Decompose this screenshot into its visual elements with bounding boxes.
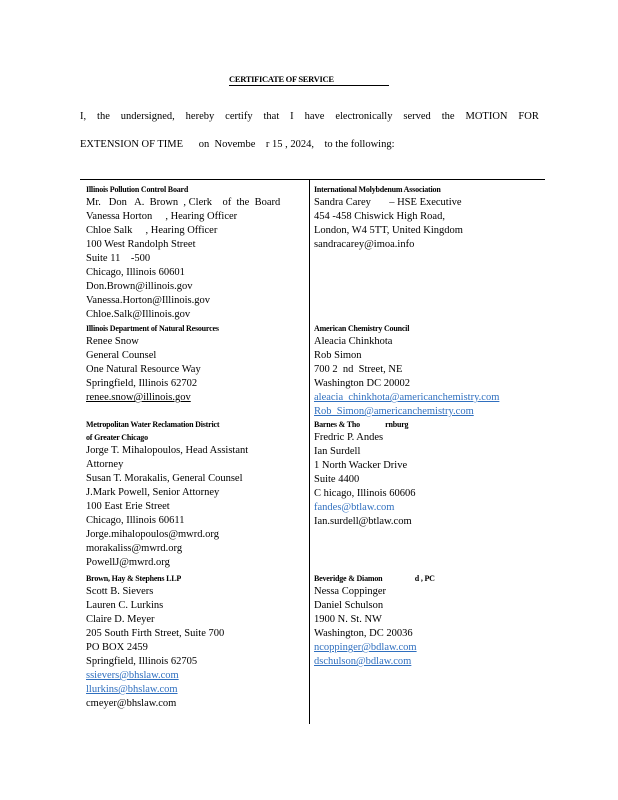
recipient-line: PO BOX 2459 bbox=[86, 642, 148, 653]
table-column-divider bbox=[309, 179, 310, 724]
recipient-line: Claire D. Meyer bbox=[86, 614, 155, 625]
intro-line-1: I, the undersigned, hereby certify that I have electronically served the MOTION FOR bbox=[80, 111, 539, 122]
page-title: CERTIFICATE OF SERVICE bbox=[229, 74, 389, 86]
recipient-email: sandracarey@imoa.info bbox=[314, 239, 415, 250]
recipient-line: Scott B. Sievers bbox=[86, 586, 154, 597]
recipient-cell bbox=[86, 572, 224, 711]
intro-line-2: EXTENSION OF TIME on Novembe r 15 , 2024, to the following: bbox=[80, 139, 395, 150]
recipient-line: 100 West Randolph Street bbox=[86, 239, 196, 250]
recipient-line: Sandra Carey – HSE Executive bbox=[314, 197, 462, 208]
recipient-email-link[interactable]: ncoppinger@bdlaw.com bbox=[314, 642, 417, 653]
recipient-line: Suite 4400 bbox=[314, 474, 360, 485]
recipient-cell bbox=[314, 572, 435, 669]
recipient-email-link[interactable]: aleacia_chinkhota@americanchemistry.com bbox=[314, 392, 500, 403]
recipient-line: Washington, DC 20036 bbox=[314, 628, 413, 639]
recipient-org: Metropolitan Water Reclamation District bbox=[86, 420, 220, 429]
recipient-org: Illinois Pollution Control Board bbox=[86, 185, 189, 194]
recipient-line: Chicago, Illinois 60601 bbox=[86, 267, 185, 278]
recipient-org: Illinois Department of Natural Resources bbox=[86, 324, 219, 333]
recipient-email-link[interactable]: ssievers@bhslaw.com bbox=[86, 670, 179, 681]
recipient-email: cmeyer@bhslaw.com bbox=[86, 698, 177, 709]
recipient-line: General Counsel bbox=[86, 350, 157, 361]
recipient-line: 700 2 nd Street, NE bbox=[314, 364, 403, 375]
recipient-email-link[interactable]: dschulson@bdlaw.com bbox=[314, 656, 412, 667]
recipient-line: Springfield, Illinois 62705 bbox=[86, 656, 198, 667]
recipient-org: Barnes & Tho rnburg bbox=[314, 420, 409, 429]
recipient-cell bbox=[86, 418, 248, 570]
recipient-cell bbox=[314, 322, 528, 419]
recipient-line: 205 South Firth Street, Suite 700 bbox=[86, 628, 225, 639]
recipient-cell bbox=[314, 418, 416, 529]
recipient-email-link[interactable]: Rob_Simon@americanchemistry.com bbox=[314, 406, 474, 417]
recipient-line: Springfield, Illinois 62702 bbox=[86, 378, 198, 389]
recipient-org-continued: of Greater Chicago bbox=[86, 433, 148, 442]
recipient-email: PowellJ@mwrd.org bbox=[86, 557, 170, 568]
recipient-line: 1 North Wacker Drive bbox=[314, 460, 408, 471]
recipient-line: Renee Snow bbox=[86, 336, 139, 347]
recipient-email: Ian.surdell@btlaw.com bbox=[314, 516, 412, 527]
recipient-line: Nessa Coppinger bbox=[314, 586, 387, 597]
recipient-cell bbox=[86, 322, 219, 405]
recipient-line: Mr. Don A. Brown , Clerk of the Board bbox=[86, 197, 281, 208]
recipient-org: International Molybdenum Association bbox=[314, 185, 441, 194]
recipient-line: Daniel Schulson bbox=[314, 600, 384, 611]
recipient-line: Suite 11 -500 bbox=[86, 253, 151, 264]
recipient-line: Attorney bbox=[86, 459, 124, 470]
recipient-line: Washington DC 20002 bbox=[314, 378, 410, 389]
recipient-line: Aleacia Chinkhota bbox=[314, 336, 393, 347]
recipient-email: morakaliss@mwrd.org bbox=[86, 543, 183, 554]
recipient-line: Chicago, Illinois 60611 bbox=[86, 515, 185, 526]
recipient-line: Lauren C. Lurkins bbox=[86, 600, 164, 611]
recipient-line: Ian Surdell bbox=[314, 446, 361, 457]
recipient-email: Don.Brown@illinois.gov bbox=[86, 281, 193, 292]
recipient-line: Vanessa Horton , Hearing Officer bbox=[86, 211, 238, 222]
table-top-rule bbox=[80, 179, 545, 180]
recipient-line: Jorge T. Mihalopoulos, Head Assistant bbox=[86, 445, 249, 456]
recipient-line: 1900 N. St. NW bbox=[314, 614, 382, 625]
recipient-org: American Chemistry Council bbox=[314, 324, 410, 333]
recipient-email: Chloe.Salk@Illinois.gov bbox=[86, 309, 191, 320]
recipient-line: C hicago, Illinois 60606 bbox=[314, 488, 416, 499]
recipient-email: Jorge.mihalopoulos@mwrd.org bbox=[86, 529, 219, 540]
recipient-org: Brown, Hay & Stephens LLP bbox=[86, 574, 182, 583]
recipient-line: 454 -458 Chiswick High Road, bbox=[314, 211, 445, 222]
recipient-line: 100 East Erie Street bbox=[86, 501, 170, 512]
recipient-line: J.Mark Powell, Senior Attorney bbox=[86, 487, 220, 498]
recipient-cell bbox=[314, 183, 463, 252]
recipient-cell bbox=[86, 183, 280, 322]
recipient-line: London, W4 5TT, United Kingdom bbox=[314, 225, 463, 236]
recipient-line: One Natural Resource Way bbox=[86, 364, 201, 375]
recipient-line: Susan T. Morakalis, General Counsel bbox=[86, 473, 243, 484]
recipient-org: Beveridge & Diamon d , PC bbox=[314, 574, 435, 583]
recipient-line: Rob Simon bbox=[314, 350, 362, 361]
recipient-email-link[interactable]: fandes@btlaw.com bbox=[314, 502, 395, 513]
recipient-line: Fredric P. Andes bbox=[314, 432, 384, 443]
recipient-email-link[interactable]: llurkins@bhslaw.com bbox=[86, 684, 178, 695]
recipient-line: Chloe Salk , Hearing Officer bbox=[86, 225, 218, 236]
recipient-email: Vanessa.Horton@Illinois.gov bbox=[86, 295, 210, 306]
recipient-email-link[interactable]: renee.snow@illinois.gov bbox=[86, 392, 191, 403]
